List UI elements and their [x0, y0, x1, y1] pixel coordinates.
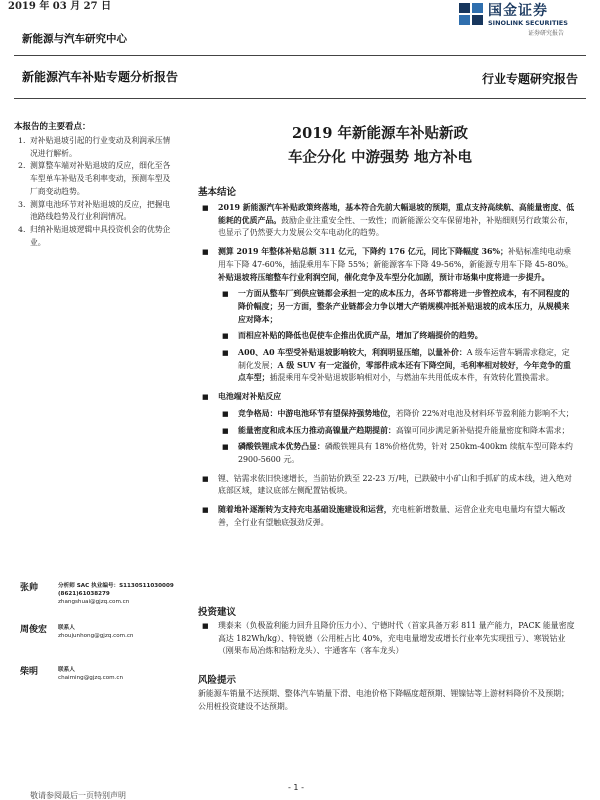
key-points-heading: 本报告的主要看点：	[14, 122, 91, 132]
key-points-sidebar	[14, 120, 172, 249]
risk-text: 新能源车销量不达预期、整体汽车销量下滑、电池价格下降幅度超预期、锂镍钴等上游材料降价不及预期；公用桩投资建设不达预期。	[198, 689, 569, 711]
sub-point: ■ 能量密度和成本压力推动高镍量产趋期提前：高镍可同步满足新补贴提升能量密度和降本需求；	[198, 425, 576, 438]
sub-point: ■ 磷酸铁锂成本优势凸显：磷酸铁锂具有 18%价格优势，针对 250km-400km 续航车型可降本约 2900-5600 元。	[198, 441, 576, 466]
logo-english-name: SINOLINK SECURITIES	[488, 19, 568, 27]
analyst-contact: 分析师 SAC 执业编号：S1130511030009 (8621)61038279 zhangshuai@gjzq.com.cn	[58, 583, 174, 605]
research-center: 新能源与汽车研究中心	[22, 33, 127, 45]
title-divider	[14, 98, 586, 99]
sub-point: ■ 竞争格局：中游电池环节有望保持强势地位，若降价 22%对电池及材料环节盈利能力影响不大；	[198, 408, 576, 421]
analyst-list	[14, 578, 184, 704]
basic-conclusions	[198, 202, 576, 529]
main-title-line2: 车企分化 中游强势 地方补电	[287, 149, 473, 166]
page-number: - 1 -	[288, 783, 304, 792]
report-date: 2019 年 03 月 27 日	[8, 1, 112, 12]
analyst-entry	[14, 620, 184, 662]
key-point: 4. 归纳补贴退坡逻辑中具投资机会的优势企业。	[18, 224, 171, 247]
section-heading-risk: 风险提示	[198, 675, 237, 686]
analyst-name: 周俊宏	[20, 625, 48, 635]
analyst-entry	[14, 578, 184, 620]
logo-chinese-name: 国金证券	[488, 3, 548, 19]
analyst-name: 柴明	[20, 667, 39, 677]
analyst-contact: 联系人 zhoujunhong@gjzq.com.cn	[58, 625, 134, 639]
report-series-title: 新能源汽车补贴专题分析报告	[22, 70, 179, 84]
section-heading-advice: 投资建议	[198, 607, 237, 618]
key-points-list	[14, 135, 172, 249]
conclusion-paragraph: ■ 测算 2019 年整体补贴总额 311 亿元，下降约 176 亿元，同比下降幅度 36%；补贴标准纯电动乘用车下降 47-60%，插混乘用车下降 55%；新能源客车下降 49-56%，新能源专用车下降 45-80%。补贴退坡将压缩整车行业利润空间，催化竞争及车型分化加剧，预计市场集中度将进一步提升。	[198, 246, 576, 284]
footer-disclaimer[interactable]: 敬请参阅最后一页特别声明	[30, 791, 126, 800]
logo-mark-icon	[458, 2, 484, 26]
sub-point: ■ 一方面从整车厂到供应链都会承担一定的成本压力，各环节都将进一步管控成本，有不同程度的降价幅度；另一方面，整条产业链都会力争以增大产销规模冲抵补贴退坡的成本压力，从规模来应对降本；	[198, 288, 576, 326]
investment-advice	[198, 620, 576, 658]
sub-point: ■ 而相应补贴的降低也促使车企推出优质产品，增加了终端提价的趋势。	[198, 330, 576, 343]
conclusion-paragraph: ■ 锂、钴需求依旧快速增长，当前钴价跌至 22-23 万/吨，已跌破中小矿山和手抓矿的成本线，进入绝对底部区域，建议底部左侧配置钴板块。	[198, 473, 576, 498]
key-point: 2. 测算整车端对补贴退坡的反应，细化至各车型单车补贴及毛利率变动，预测车型及厂商变动趋势。	[18, 161, 171, 196]
header-divider	[14, 55, 586, 56]
section-heading-basic: 基本结论	[198, 187, 237, 198]
report-type: 行业专题研究报告	[481, 72, 578, 86]
advice-paragraph: ■ 璞泰来（负极盈利能力回升且降价压力小）、宁德时代（首家具备万彩 811 量产能力，PACK 能量密度高达 182Wh/kg）、特锐德（公用桩占比 40%，充电电量增发或增长行业率先实现扭亏）、寒锐钴业（刚果布局冶炼和钴粉龙头）、宇通客车（客车龙头）	[198, 620, 576, 658]
conclusion-paragraph: ■ 2019 新能源汽车补贴政策终落地，基本符合先前大幅退坡的预期，重点支持高续航、高能量密度、低能耗的优质产品。鼓励企业注重安全性、一致性；而新能源公交车保留地补，补贴细则另行政策公布，也显示了仍然要大力发展公交车电动化的趋势。	[198, 202, 576, 240]
logo-subtitle: 证券研究报告	[528, 30, 565, 37]
key-point: 3. 测算电池环节对补贴退坡的反应，把握电池路线趋势及行业利润情况。	[18, 199, 171, 222]
analyst-contact: 联系人 chaiming@gjzq.com.cn	[58, 667, 124, 681]
sub-point: ■ A00、A0 车型受补贴退坡影响较大，利润明显压缩，以量补价：A 级车运营车辆需求稳定，定制化发展；A 级 SUV 有一定溢价，零部件成本还有下降空间，毛利率相对较好，今年竞争的重点车型；插混乘用车受补贴退坡影响相对小，与燃油车共用低成本件，有效转化置换需求。	[198, 347, 576, 385]
analyst-entry	[14, 662, 184, 704]
main-title-line1: 2019 年新能源车补贴新政	[292, 125, 468, 142]
conclusion-paragraph: ■ 随着地补逐渐转为支持充电基础设施建设和运营，充电桩新增数量、运营企业充电电量均有望大幅改善，全行业有望触底强劲反弹。	[198, 504, 576, 529]
company-logo	[458, 0, 598, 36]
analyst-name: 张帅	[20, 583, 39, 593]
key-point: 1. 对补贴退坡引起的行业变动及利润承压情况进行解析。	[18, 136, 171, 158]
conclusion-paragraph: ■ 电池端对补贴反应	[198, 391, 576, 404]
